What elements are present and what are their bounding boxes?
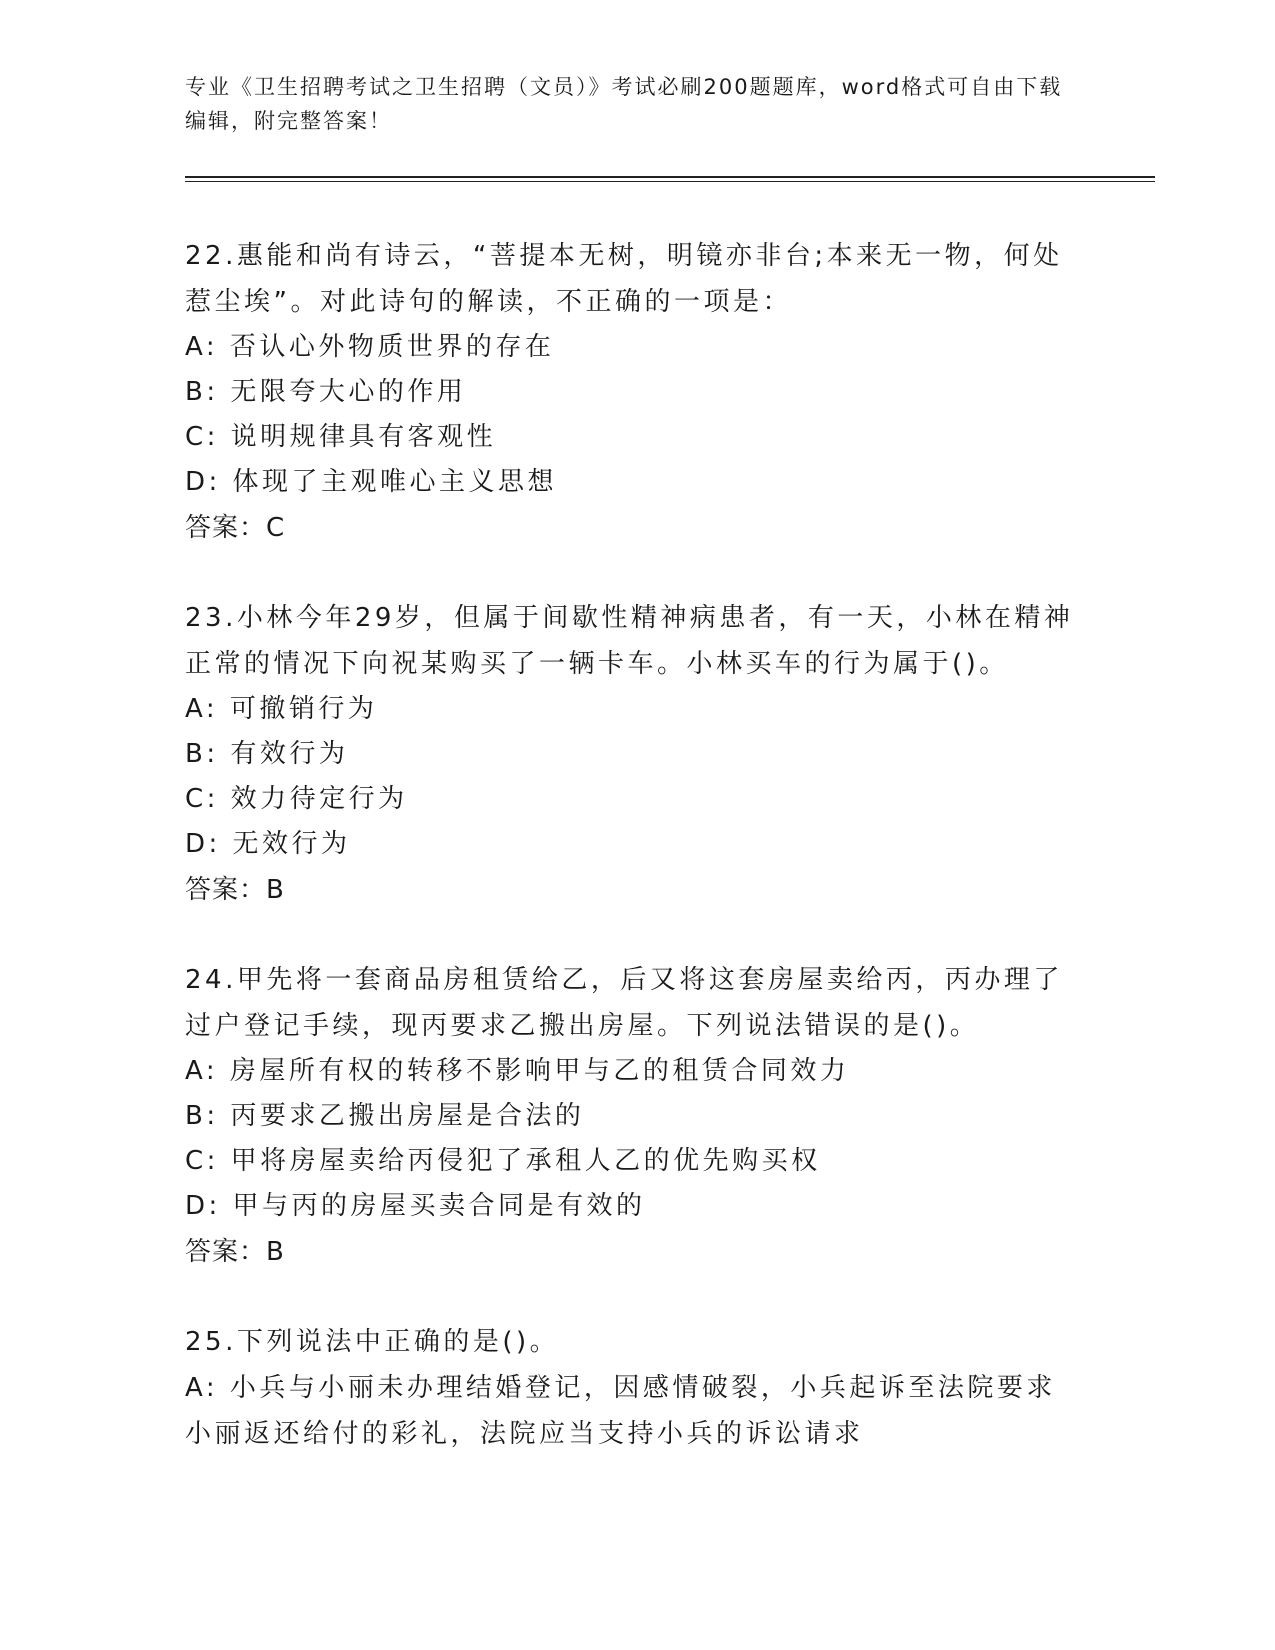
option-c: C: 甲将房屋卖给丙侵犯了承租人乙的优先购买权 xyxy=(185,1146,821,1176)
option-b: B: 有效行为 xyxy=(185,739,349,769)
question-stem: 23.小林今年29岁，但属于间歇性精神病患者，有一天，小林在精神正常的情况下向祝某购买了一辆卡车。小林买车的行为属于()。 xyxy=(185,603,1074,679)
question-25 xyxy=(185,1319,1085,1457)
option-c: C: 说明规律具有客观性 xyxy=(185,422,497,452)
answer-line: 答案：C xyxy=(185,513,286,543)
header-text: 专业《卫生招聘考试之卫生招聘（文员）》考试必刷200题题库，word格式可自由下载编辑，附完整答案！ xyxy=(185,75,1063,133)
question-stem: 24.甲先将一套商品房租赁给乙，后又将这套房屋卖给丙，丙办理了过户登记手续，现丙要求乙搬出房屋。下列说法错误的是()。 xyxy=(185,965,1063,1041)
question-stem: 25.下列说法中正确的是()。 xyxy=(185,1327,560,1357)
option-d: D: 体现了主观唯心主义思想 xyxy=(185,467,558,497)
option-a: A: 否认心外物质世界的存在 xyxy=(185,332,555,362)
option-c: C: 效力待定行为 xyxy=(185,784,408,814)
answer-line: 答案：B xyxy=(185,875,285,905)
option-b: B: 无限夸大心的作用 xyxy=(185,377,467,407)
option-d: D: 无效行为 xyxy=(185,829,351,859)
question-list xyxy=(185,233,1085,1501)
option-a: A: 房屋所有权的转移不影响甲与乙的租赁合同效力 xyxy=(185,1056,850,1086)
question-22 xyxy=(185,233,1085,551)
header-divider xyxy=(185,176,1155,182)
question-23 xyxy=(185,595,1085,913)
option-b: B: 丙要求乙搬出房屋是合法的 xyxy=(185,1101,585,1131)
option-a: A: 小兵与小丽未办理结婚登记，因感情破裂，小兵起诉至法院要求小丽返还给付的彩礼，法院应当支持小兵的诉讼请求 xyxy=(185,1373,1056,1449)
question-stem: 22.惠能和尚有诗云，“菩提本无树，明镜亦非台;本来无一物，何处惹尘埃”。对此诗句的解读，不正确的一项是： xyxy=(185,241,1063,317)
option-d: D: 甲与丙的房屋买卖合同是有效的 xyxy=(185,1191,646,1221)
answer-line: 答案：B xyxy=(185,1237,285,1267)
option-a: A: 可撤销行为 xyxy=(185,694,378,724)
document-header xyxy=(185,70,1065,138)
question-24 xyxy=(185,957,1085,1275)
